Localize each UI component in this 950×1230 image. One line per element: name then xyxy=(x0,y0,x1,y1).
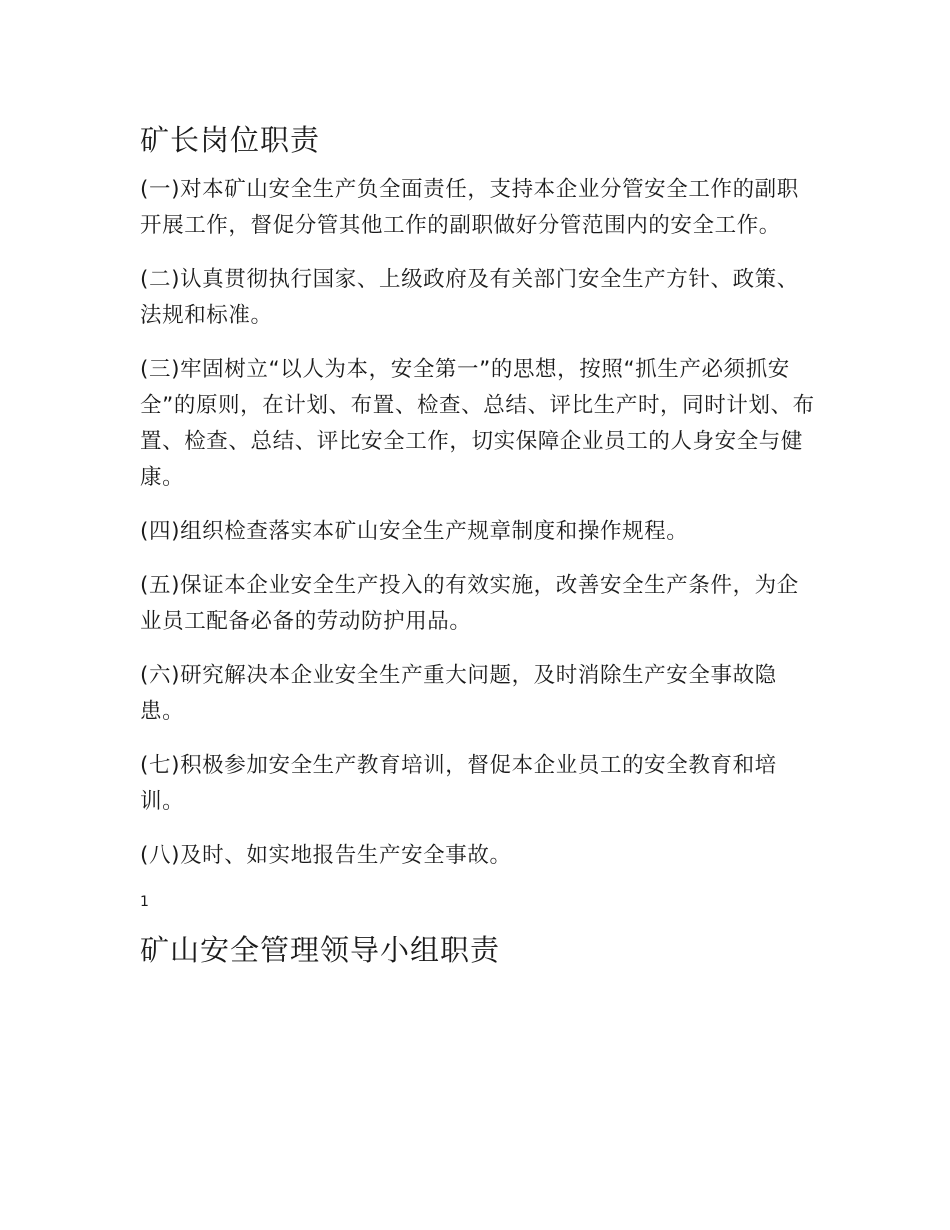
paragraph-8: (八)及时、如实地报告生产安全事故。 xyxy=(140,843,512,868)
document-content xyxy=(140,116,820,974)
paragraph-2: (二)认真贯彻执行国家、上级政府及有关部门安全生产方针、政策、法规和标准。 xyxy=(140,267,799,328)
paragraph-6: (六)研究解决本企业安全生产重大问题，及时消除生产安全事故隐患。 xyxy=(140,663,777,724)
page-number: 1 xyxy=(140,894,149,910)
paragraph-3: (三)牢固树立“以人为本，安全第一”的思想，按照“抓生产必须抓安全”的原则，在计划、布置、检查、总结、评比生产时，同时计划、布置、检查、总结、评比安全工作，切实保障企业员工的人身安全与健康。 xyxy=(140,357,815,490)
page-title: 矿长岗位职责 xyxy=(140,123,321,157)
paragraph-5: (五)保证本企业安全生产投入的有效实施，改善安全生产条件，为企业员工配备必备的劳动防护用品。 xyxy=(140,573,799,634)
section-title: 矿山安全管理领导小组职责 xyxy=(140,933,501,967)
paragraph-7: (七)积极参加安全生产教育培训，督促本企业员工的安全教育和培训。 xyxy=(140,753,777,814)
paragraph-1: (一)对本矿山安全生产负全面责任，支持本企业分管安全工作的副职开展工作，督促分管其他工作的副职做好分管范围内的安全工作。 xyxy=(140,177,799,238)
paragraph-4: (四)组织检查落实本矿山安全生产规章制度和操作规程。 xyxy=(140,519,689,544)
